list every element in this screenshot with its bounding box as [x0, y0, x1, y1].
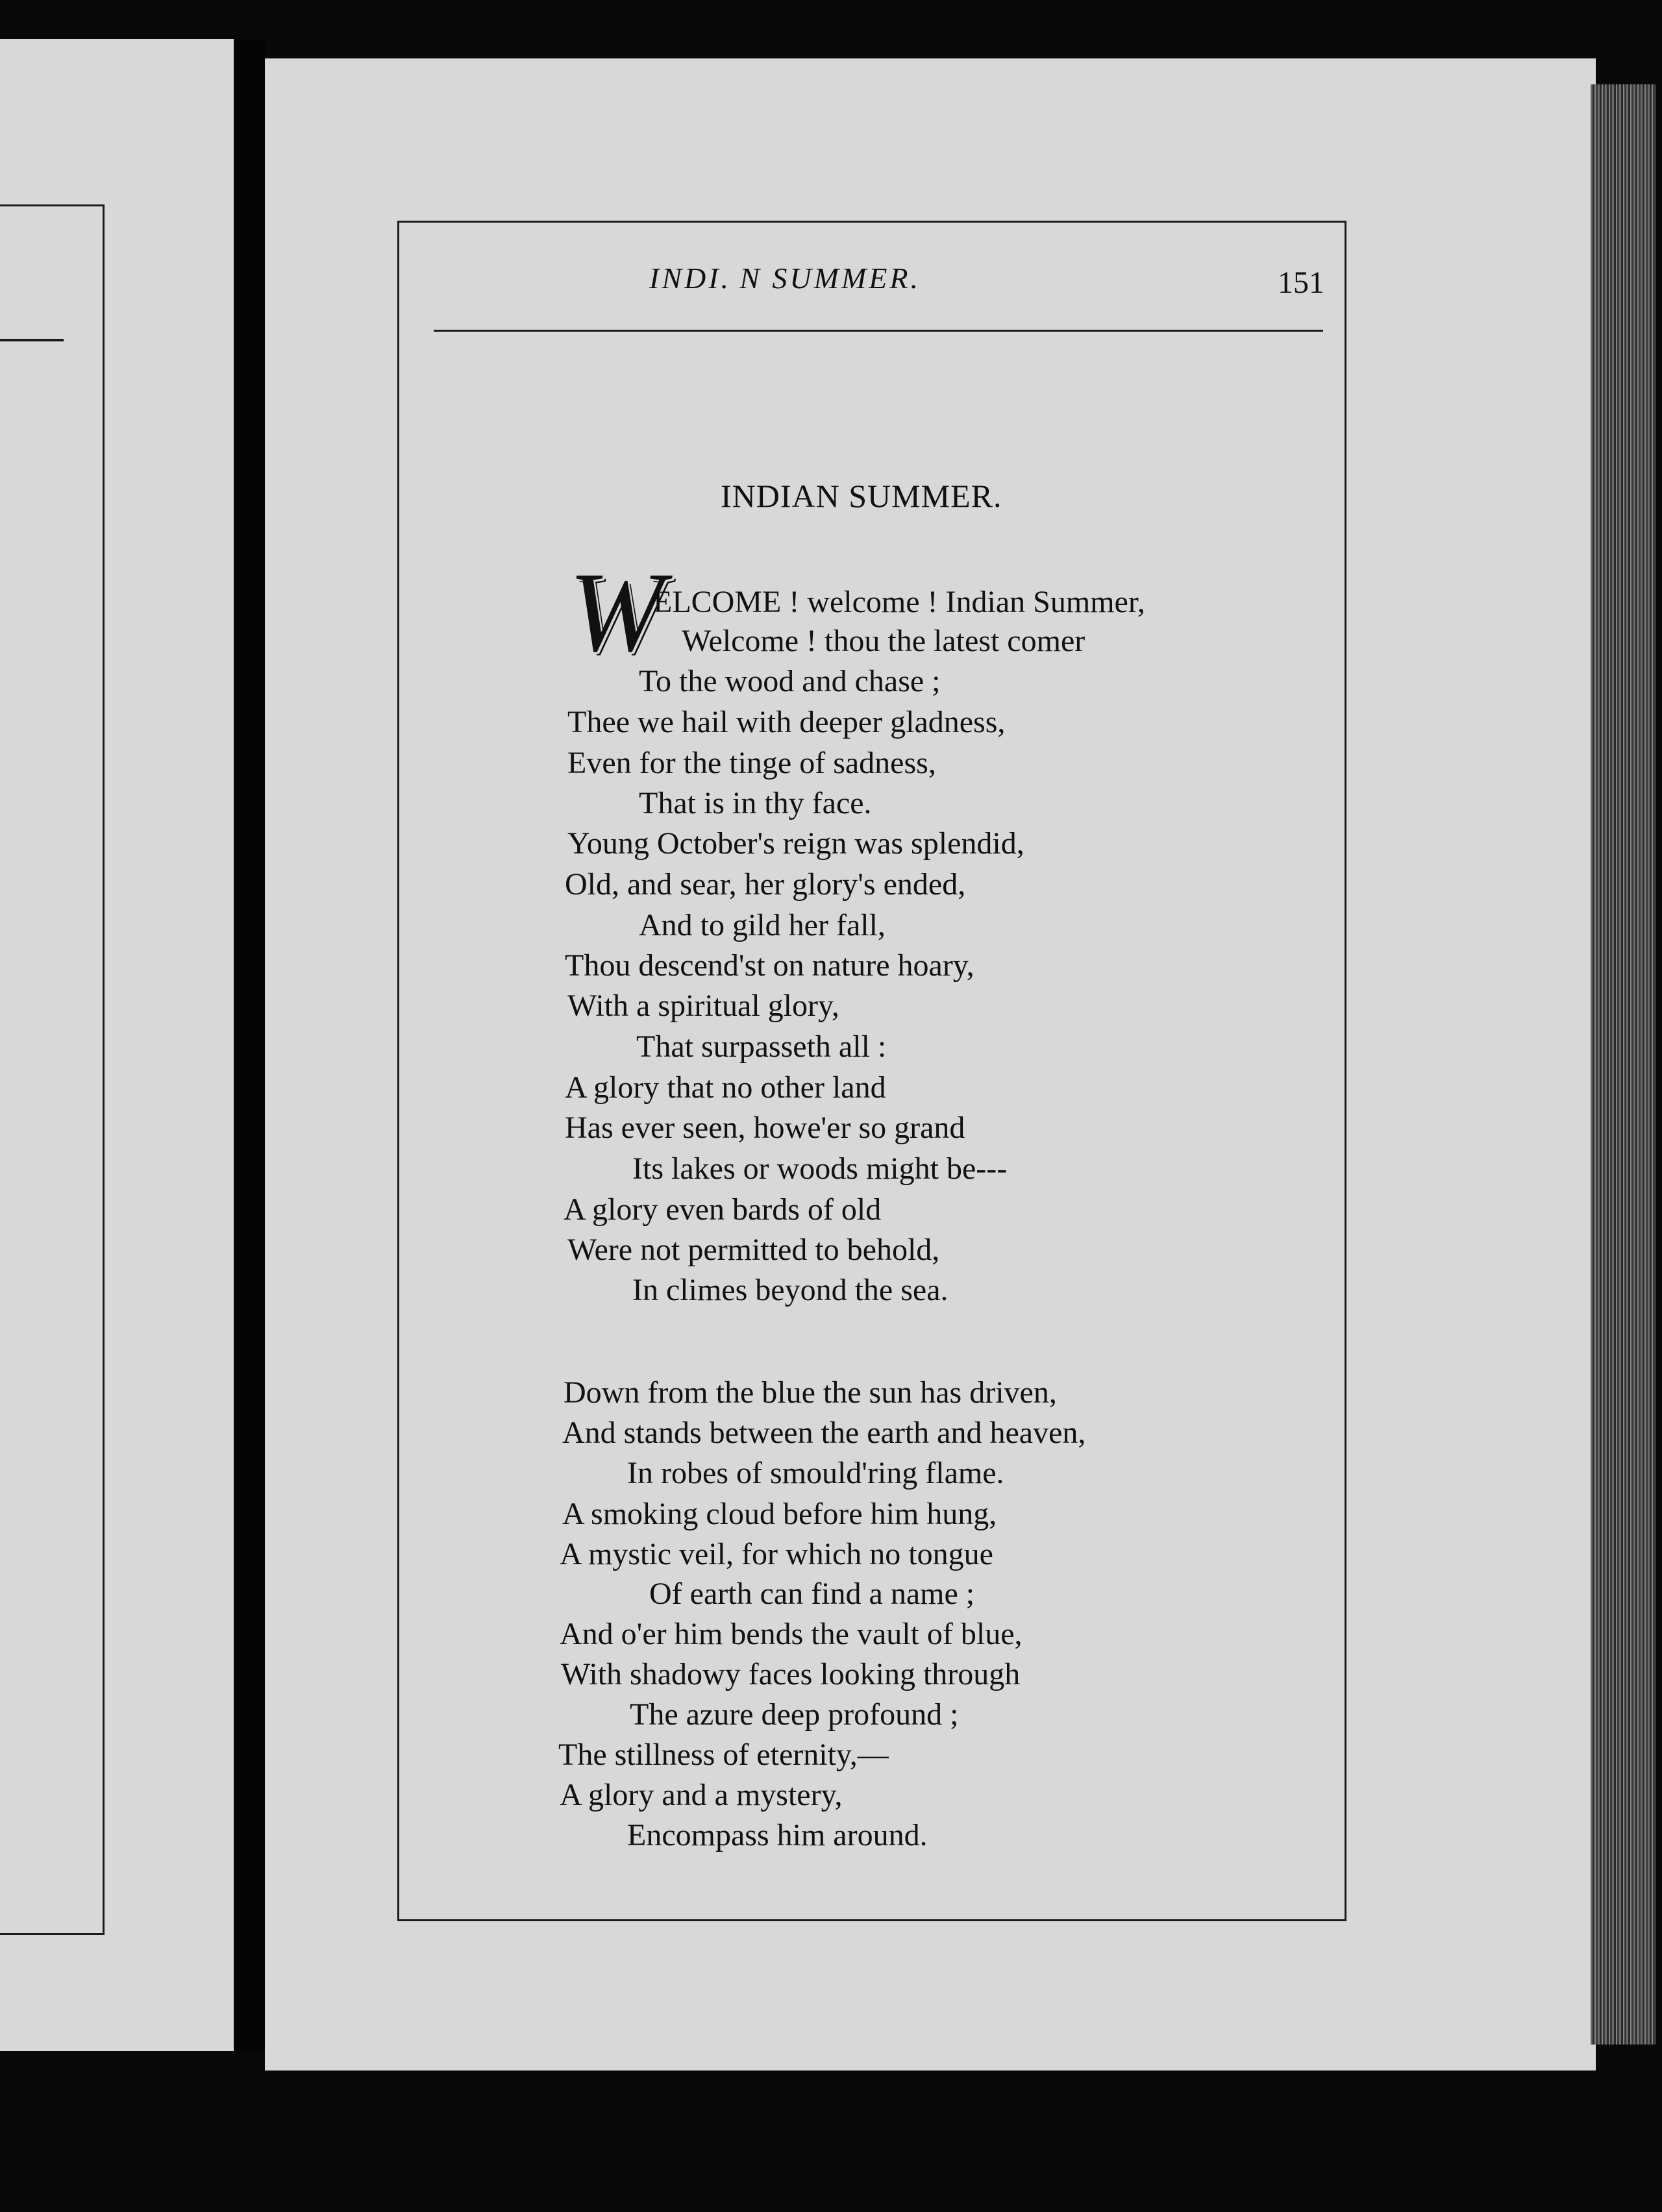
poem-line: A glory that no other land [565, 1070, 886, 1105]
poem-line: In climes beyond the sea. [632, 1273, 949, 1307]
poem-line: With a spiritual glory, [567, 989, 839, 1023]
drop-cap: W [569, 549, 664, 676]
poem-line: That is in thy face. [639, 786, 872, 820]
poem-line: Old, and sear, her glory's ended, [565, 867, 966, 902]
left-page [0, 39, 234, 2051]
poem-title: INDIAN SUMMER. [721, 478, 1002, 514]
left-page-rule [0, 339, 64, 341]
header-rule [434, 330, 1323, 332]
poem-line: A glory and a mystery, [560, 1778, 843, 1812]
poem-line: Its lakes or woods might be--- [632, 1151, 1008, 1186]
poem-line: Thou descend'st on nature hoary, [565, 948, 974, 983]
poem-line: A glory even bards of old [564, 1192, 882, 1227]
running-head: INDI. N SUMMER. [649, 262, 921, 295]
poem-line: A mystic veil, for which no tongue [560, 1537, 993, 1571]
poem-line: And o'er him bends the vault of blue, [560, 1617, 1023, 1651]
poem-line: And to gild her fall, [639, 908, 886, 942]
poem-line: Has ever seen, howe'er so grand [565, 1111, 965, 1145]
poem-line: The azure deep profound ; [630, 1697, 959, 1732]
poem-line: To the wood and chase ; [639, 664, 941, 698]
poem-line: In robes of smould'ring flame. [627, 1456, 1004, 1490]
poem-line: That surpasseth all : [636, 1029, 887, 1064]
poem-line: With shadowy faces looking through [561, 1657, 1021, 1691]
poem-line: Were not permitted to behold, [567, 1233, 940, 1267]
poem-line: Thee we hail with deeper gladness, [567, 705, 1006, 739]
left-page-frame [0, 204, 105, 1935]
page-edges [1591, 84, 1656, 2045]
poem-line: Of earth can find a name ; [649, 1577, 975, 1611]
poem-line: Down from the blue the sun has driven, [564, 1375, 1057, 1410]
poem-line: Even for the tinge of sadness, [567, 746, 936, 780]
poem-line: A smoking cloud before him hung, [562, 1497, 997, 1531]
book-gutter [234, 39, 266, 2051]
poem-line: Encompass him around. [627, 1818, 928, 1852]
poem-line: Welcome ! thou the latest comer [682, 624, 1085, 658]
poem-line: Young October's reign was splendid, [567, 826, 1024, 861]
poem-line: And stands between the earth and heaven, [562, 1416, 1086, 1450]
poem-line: ELCOME ! welcome ! Indian Summer, [653, 585, 1145, 619]
poem-line: The stillness of eternity,— [558, 1738, 889, 1772]
page-number: 151 [1278, 265, 1324, 300]
